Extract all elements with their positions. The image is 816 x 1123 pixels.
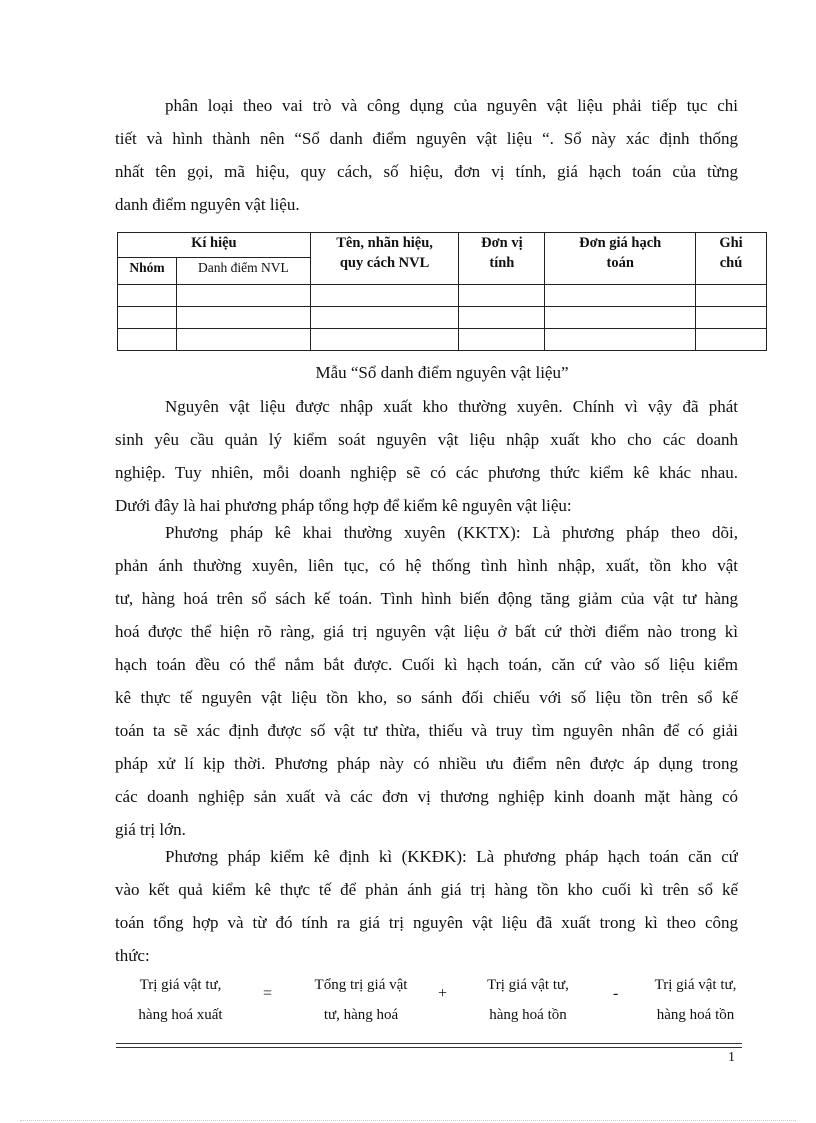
header-text: Đơn vị bbox=[481, 235, 523, 251]
page-number: 1 bbox=[728, 1050, 735, 1065]
table-cell bbox=[545, 307, 696, 329]
paragraph-kktx bbox=[115, 516, 738, 846]
intro-paragraph bbox=[115, 89, 738, 221]
paragraph-overview bbox=[115, 390, 738, 522]
text-line: toán tổng hợp và từ đó tính ra giá trị nguyên vật liệu đã xuất trong kì theo công bbox=[115, 913, 738, 932]
text-line: tiết và hình thành nên “Sổ danh điểm nguyên vật liệu “. Sổ này xác định thống bbox=[115, 129, 738, 148]
table-cell bbox=[459, 285, 545, 307]
text-line: vào kết quả kiểm kê thực tế để phản ánh giá trị hàng tồn kho cuối kì trên sổ kế bbox=[115, 880, 738, 899]
header-ki-hieu: Kí hiệu bbox=[118, 233, 311, 258]
table-cell bbox=[459, 307, 545, 329]
footer-rule bbox=[116, 1047, 742, 1048]
text-line: phản ánh thường xuyên, liên tục, có hệ thống tình hình nhập, xuất, tồn kho vật bbox=[115, 556, 738, 575]
text-line: phân loại theo vai trò và công dụng của nguyên vật liệu phải tiếp tục chi bbox=[165, 96, 738, 115]
table-cell bbox=[310, 285, 459, 307]
formula bbox=[118, 970, 758, 1030]
table-cell bbox=[545, 285, 696, 307]
text-line: kê thực tế nguyên vật liệu tồn kho, so sánh đối chiếu với số liệu tồn trên sổ kế bbox=[115, 688, 738, 707]
text-line: hoá được thể hiện rõ ràng, giá trị nguyên vật liệu ở bất cứ thời điểm nào trong kì bbox=[115, 622, 738, 641]
text-line: sinh yêu cầu quản lý kiểm soát nguyên vật liệu nhập xuất kho cho các doanh bbox=[115, 430, 738, 449]
table-cell bbox=[118, 329, 177, 351]
header-don-vi-tinh bbox=[459, 233, 545, 285]
equals-sign: = bbox=[263, 985, 273, 1002]
table-row bbox=[118, 329, 767, 351]
formula-text: Tổng trị giá vật bbox=[314, 977, 408, 993]
table-cell bbox=[310, 329, 459, 351]
table-cell bbox=[118, 285, 177, 307]
footer-rule bbox=[116, 1043, 742, 1044]
formula-term-export bbox=[118, 970, 243, 1030]
header-don-gia-hach-toan bbox=[545, 233, 696, 285]
text-line: nhất tên gọi, mã hiệu, quy cách, số hiệu, đơn vị tính, giá hạch toán của từng bbox=[115, 162, 738, 181]
table-cell bbox=[459, 329, 545, 351]
header-text: Đơn giá hạch bbox=[579, 235, 662, 251]
text-line: tư, hàng hoá trên sổ sách kế toán. Tình hình biến động tăng giảm của vật tư hàng bbox=[115, 589, 738, 608]
header-nhom: Nhóm bbox=[118, 258, 177, 285]
formula-term-total bbox=[296, 970, 426, 1030]
table-cell bbox=[696, 329, 767, 351]
text-line: hạch toán đều có thể nắm bắt được. Cuối kì hạch toán, căn cứ vào số liệu kiểm bbox=[115, 655, 738, 674]
table-caption: Mẫu “Sổ danh điểm nguyên vật liệu” bbox=[315, 363, 569, 382]
table-cell bbox=[176, 285, 310, 307]
table-cell bbox=[696, 307, 767, 329]
text-line: Dưới đây là hai phương pháp tổng hợp để kiểm kê nguyên vật liệu: bbox=[115, 496, 572, 515]
formula-text: Trị giá vật tư, bbox=[139, 977, 222, 993]
formula-text: tư, hàng hoá bbox=[323, 1007, 399, 1023]
header-text: tính bbox=[489, 255, 515, 271]
table-cell bbox=[696, 285, 767, 307]
page-edge-divider bbox=[20, 1120, 796, 1121]
table-cell bbox=[545, 329, 696, 351]
table-row bbox=[118, 307, 767, 329]
text-line: Phương pháp kê khai thường xuyên (KKTX): Là phương pháp theo dõi, bbox=[165, 523, 738, 542]
header-ghi-chu bbox=[696, 233, 767, 285]
text-line: Nguyên vật liệu được nhập xuất kho thường xuyên. Chính vì vậy đã phát bbox=[165, 397, 738, 416]
text-line: pháp xử lí kịp thời. Phương pháp này có nhiều ưu điểm nên được áp dụng trong bbox=[115, 754, 738, 773]
table-cell bbox=[176, 329, 310, 351]
header-text: Ghi bbox=[719, 235, 743, 251]
text-line: toán ta sẽ xác định được số vật tư thừa, thiếu và truy tìm nguyên nhân để có giải bbox=[115, 721, 738, 740]
header-danh-diem-nvl: Danh điểm NVL bbox=[176, 258, 310, 285]
table-cell bbox=[118, 307, 177, 329]
text-line: nghiệp. Tuy nhiên, mỗi doanh nghiệp sẽ có các phương thức kiểm kê khác nhau. bbox=[115, 463, 738, 482]
material-catalog-table bbox=[117, 232, 767, 351]
text-line: các doanh nghiệp sản xuất và các đơn vị thương nghiệp kinh doanh mặt hàng có bbox=[115, 787, 738, 806]
text-line: Phương pháp kiểm kê định kì (KKĐK): Là phương pháp hạch toán căn cứ bbox=[165, 847, 738, 866]
formula-term-closing bbox=[633, 970, 758, 1030]
formula-text: hàng hoá tồn bbox=[489, 1007, 567, 1023]
paragraph-kkdk bbox=[115, 840, 738, 972]
formula-term-opening bbox=[468, 970, 588, 1030]
header-text: toán bbox=[606, 255, 634, 271]
formula-text: hàng hoá xuất bbox=[138, 1007, 223, 1023]
header-ten-nhan-hieu bbox=[310, 233, 459, 285]
header-text: chú bbox=[719, 255, 743, 271]
table-cell bbox=[310, 307, 459, 329]
text-line: thức: bbox=[115, 946, 150, 965]
plus-sign: + bbox=[438, 985, 448, 1002]
formula-text: hàng hoá tồn bbox=[656, 1007, 735, 1023]
header-text: Tên, nhãn hiệu, bbox=[336, 235, 433, 251]
minus-sign: - bbox=[613, 985, 619, 1002]
text-line: danh điểm nguyên vật liệu. bbox=[115, 195, 300, 214]
table-cell bbox=[176, 307, 310, 329]
table-row bbox=[118, 285, 767, 307]
formula-text: Trị giá vật tư, bbox=[654, 977, 737, 993]
text-line: giá trị lớn. bbox=[115, 820, 186, 839]
formula-text: Trị giá vật tư, bbox=[487, 977, 569, 993]
header-text: quy cách NVL bbox=[339, 255, 430, 271]
